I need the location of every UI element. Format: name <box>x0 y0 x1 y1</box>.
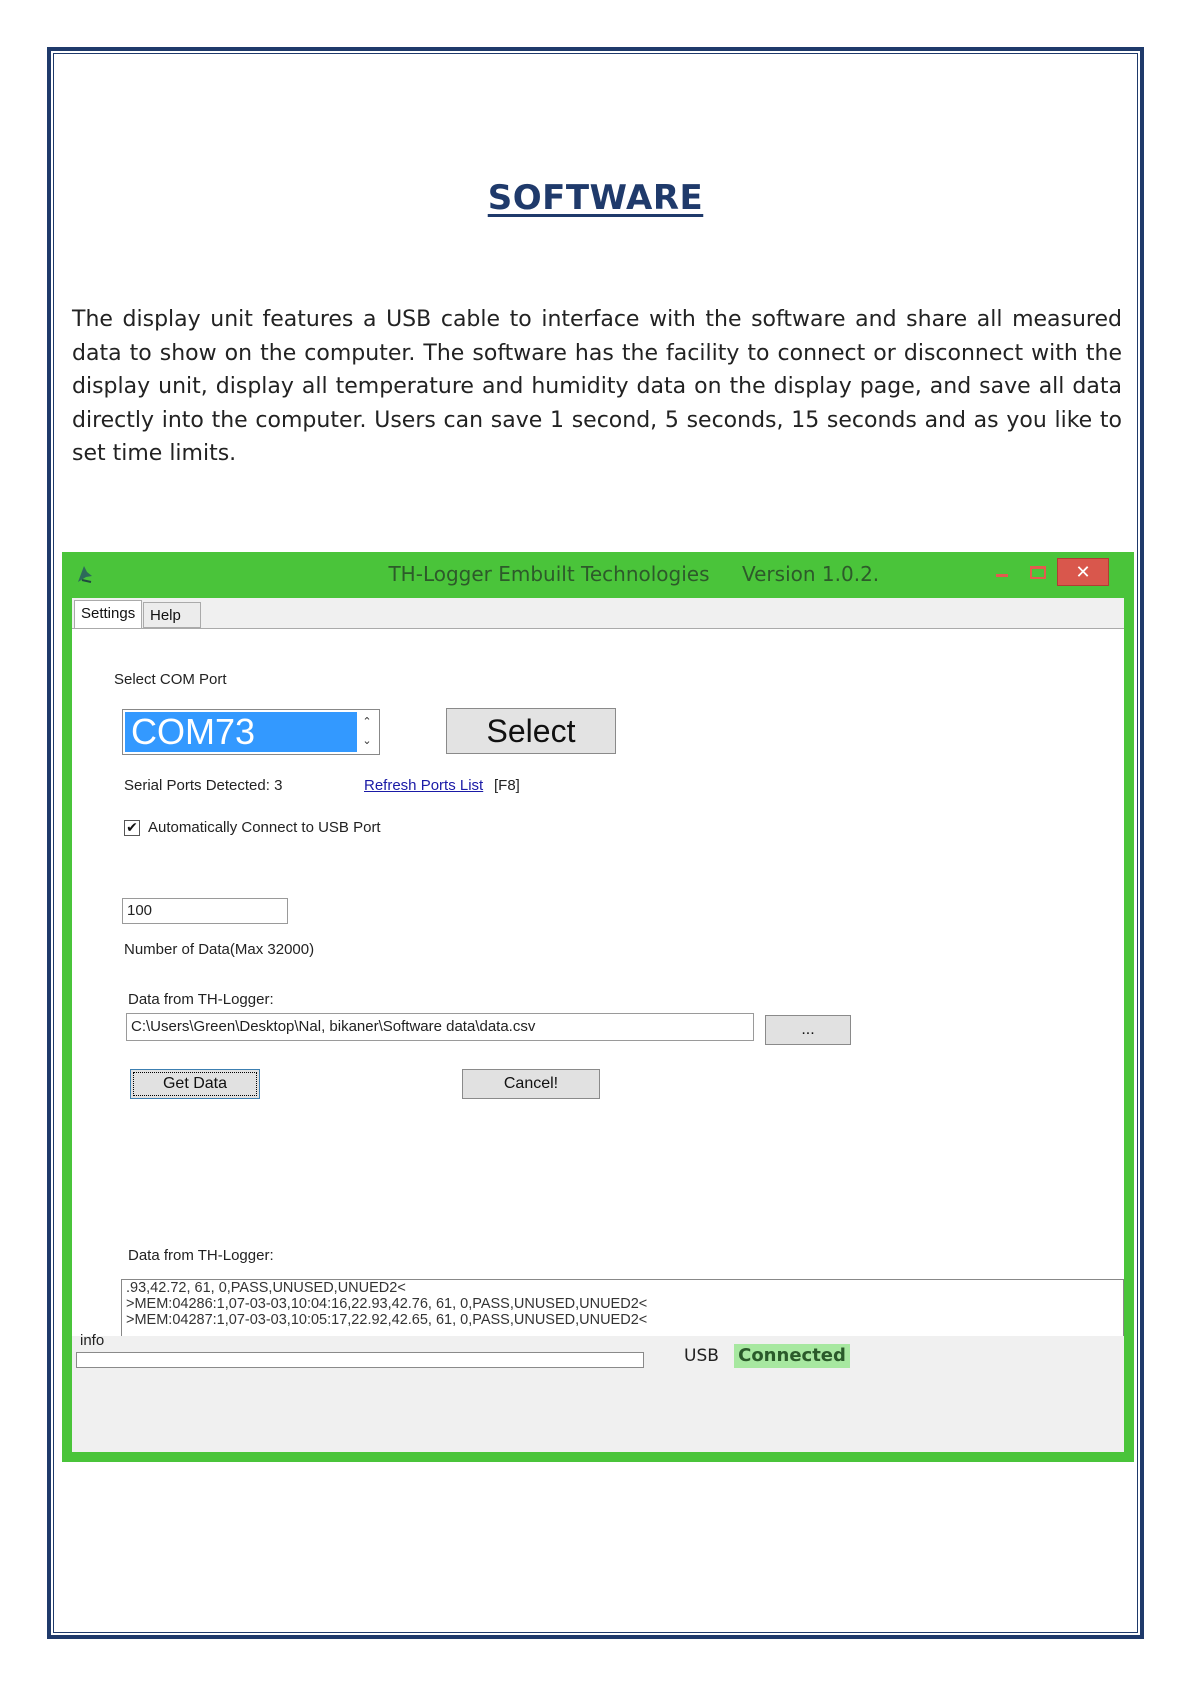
refresh-ports-link[interactable]: Refresh Ports List <box>364 777 484 794</box>
get-data-button[interactable]: Get Data <box>130 1069 260 1099</box>
connection-status-badge: Connected <box>734 1344 850 1368</box>
log-line: >MEM:04286:1,07-03-03,10:04:16,22.93,42.76, 61, 0,PASS,UNUSED,UNUED2< <box>126 1296 648 1312</box>
title-bar[interactable] <box>62 552 1134 598</box>
select-button[interactable]: Select <box>446 708 616 754</box>
info-label: info <box>80 1332 105 1349</box>
com-port-value[interactable]: COM73 <box>125 712 357 752</box>
number-of-data-label: Number of Data(Max 32000) <box>124 941 315 958</box>
cancel-button[interactable]: Cancel! <box>462 1069 600 1099</box>
info-field <box>76 1352 644 1368</box>
log-line: >MEM:04287:1,07-03-03,10:05:17,22.92,42.65, 61, 0,PASS,UNUSED,UNUED2< <box>126 1312 648 1328</box>
auto-connect-checkbox[interactable] <box>124 820 140 836</box>
data-from-label: Data from TH-Logger: <box>128 991 274 1008</box>
spin-down-icon[interactable]: ⌄ <box>362 734 372 747</box>
settings-panel <box>72 628 1124 1337</box>
section-title: SOFTWARE <box>487 178 704 218</box>
minimize-icon[interactable] <box>987 558 1017 586</box>
serial-ports-detected: Serial Ports Detected: 3 <box>124 777 283 794</box>
status-bar <box>72 1332 1124 1396</box>
window-title: TH-Logger Embuilt Technologies <box>388 562 710 586</box>
app-icon <box>74 562 96 586</box>
log-line: .93,42.72, 61, 0,PASS,UNUSED,UNUED2< <box>126 1280 406 1296</box>
app-window <box>62 552 1134 1462</box>
close-icon[interactable]: ✕ <box>1057 558 1109 586</box>
usb-label: USB <box>684 1346 719 1366</box>
window-version: Version 1.0.2. <box>742 562 880 586</box>
window-client <box>72 598 1124 1452</box>
intro-paragraph: The display unit features a USB cable to interface with the software and share all measured data to show on the computer. The software has the facility to connect or disconnect with the display unit, display all temperature and humidity data on the display page, and save all data directly into the computer. Users can save 1 second, 5 seconds, 15 seconds and as you like to set time limits. <box>72 307 1122 466</box>
browse-button[interactable]: ... <box>765 1015 851 1045</box>
log-label: Data from TH-Logger: <box>128 1247 274 1264</box>
refresh-shortcut: [F8] <box>494 777 520 794</box>
tab-settings[interactable]: Settings <box>74 600 142 629</box>
checkmark-icon: ✔ <box>126 820 138 836</box>
file-path-field[interactable]: C:\Users\Green\Desktop\Nal, bikaner\Software data\data.csv <box>126 1013 754 1041</box>
number-of-data-input[interactable]: 100 <box>122 898 288 924</box>
maximize-icon[interactable] <box>1022 558 1052 586</box>
select-com-label: Select COM Port <box>114 671 227 688</box>
log-textarea[interactable] <box>121 1279 1124 1337</box>
tab-help[interactable]: Help <box>143 602 201 628</box>
spin-up-icon[interactable]: ⌃ <box>362 715 372 728</box>
com-port-spinner[interactable] <box>122 709 380 755</box>
auto-connect-label: Automatically Connect to USB Port <box>148 819 381 836</box>
